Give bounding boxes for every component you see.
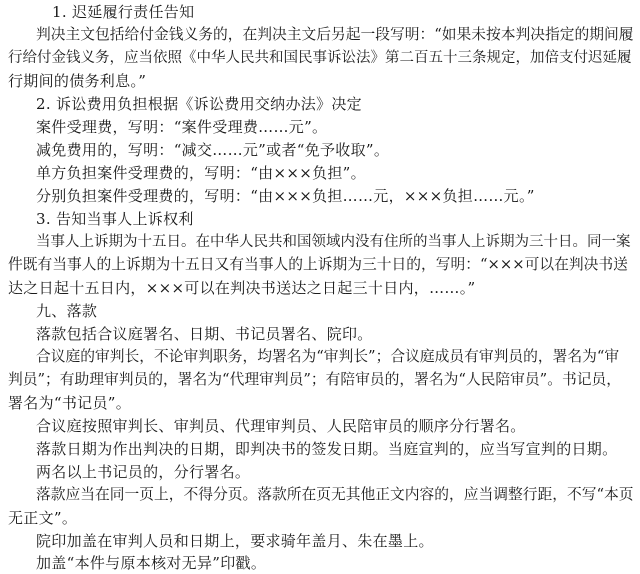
- section-1-heading: 1. 迟延履行责任告知: [52, 3, 195, 21]
- section-9-line-5: 两名以上书记员的，分行署名。: [36, 463, 251, 481]
- section-9-heading: 九、落款: [36, 302, 98, 320]
- section-9-line-1: 落款包括合议庭署名、日期、书记员署名、院印。: [36, 325, 373, 343]
- section-9-line-7: 院印加盖在审判人员和日期上，要求骑年盖月、朱在墨上。: [36, 532, 434, 550]
- section-9-paragraph-2-line-1: 合议庭的审判长，不论审判职务，均署名为“审判长”；合议庭成员有审判员的，署名为“审: [36, 348, 620, 365]
- section-2-line-3: 单方负担案件受理费的，写明：“由×××负担”。: [36, 164, 366, 182]
- section-9-paragraph-6-line-2: 无正文”。: [8, 509, 78, 527]
- section-2-heading: 2. 诉讼费用负担根据《诉讼费用交纳办法》决定: [36, 95, 362, 113]
- section-9-paragraph-2-line-2: 判员”；有助理审判员的，署名为“代理审判员”；有陪审员的，署名为“人民陪审员”。书记员，: [8, 371, 621, 388]
- section-3-paragraph-line-2: 件既有当事人的上诉期为十五日又有当事人的上诉期为三十日的，写明：“×××可以在判决书送: [8, 256, 628, 273]
- section-9-line-8: 加盖“本件与原本核对无异”印戳。: [36, 554, 267, 572]
- section-2-line-2: 减免费用的，写明：“减交……元”或者“免予收取”。: [36, 141, 390, 159]
- section-1-paragraph-line-1: 判决主文包括给付金钱义务的，在判决主文后另起一段写明：“如果未按本判决指定的期间履: [36, 26, 634, 43]
- section-3-heading: 3. 告知当事人上诉权利: [36, 210, 194, 228]
- section-9-line-4: 落款日期为作出判决的日期，即判决书的签发日期。当庭宣判的，应当写宣判的日期。: [36, 440, 618, 458]
- section-3-paragraph-line-1: 当事人上诉期为十五日。在中华人民共和国领域内没有住所的当事人上诉期为三十日。同一案: [36, 234, 631, 250]
- section-9-line-3: 合议庭按照审判长、审判员、代理审判员、人民陪审员的顺序分行署名。: [36, 417, 526, 435]
- section-3-paragraph-line-3: 达之日起十五日内，×××可以在判决书送达之日起三十日内，……。”: [8, 279, 476, 297]
- section-1-paragraph-line-3: 行期间的债务利息。”: [8, 72, 147, 90]
- section-9-paragraph-2-line-3: 署名为“书记员”。: [8, 394, 132, 412]
- section-9-paragraph-6-line-1: 落款应当在同一页上，不得分页。落款所在页无其他正文内容的，应当调整行距，不写“本页: [36, 486, 634, 503]
- section-2-line-4: 分别负担案件受理费的，写明：“由×××负担……元，×××负担……元。”: [36, 187, 535, 205]
- section-2-line-1: 案件受理费，写明：“案件受理费……元”。: [36, 118, 328, 136]
- section-1-paragraph-line-2: 行给付金钱义务，应当依照《中华人民共和国民事诉讼法》第二百五十三条规定，加倍支付迟延履: [8, 50, 632, 66]
